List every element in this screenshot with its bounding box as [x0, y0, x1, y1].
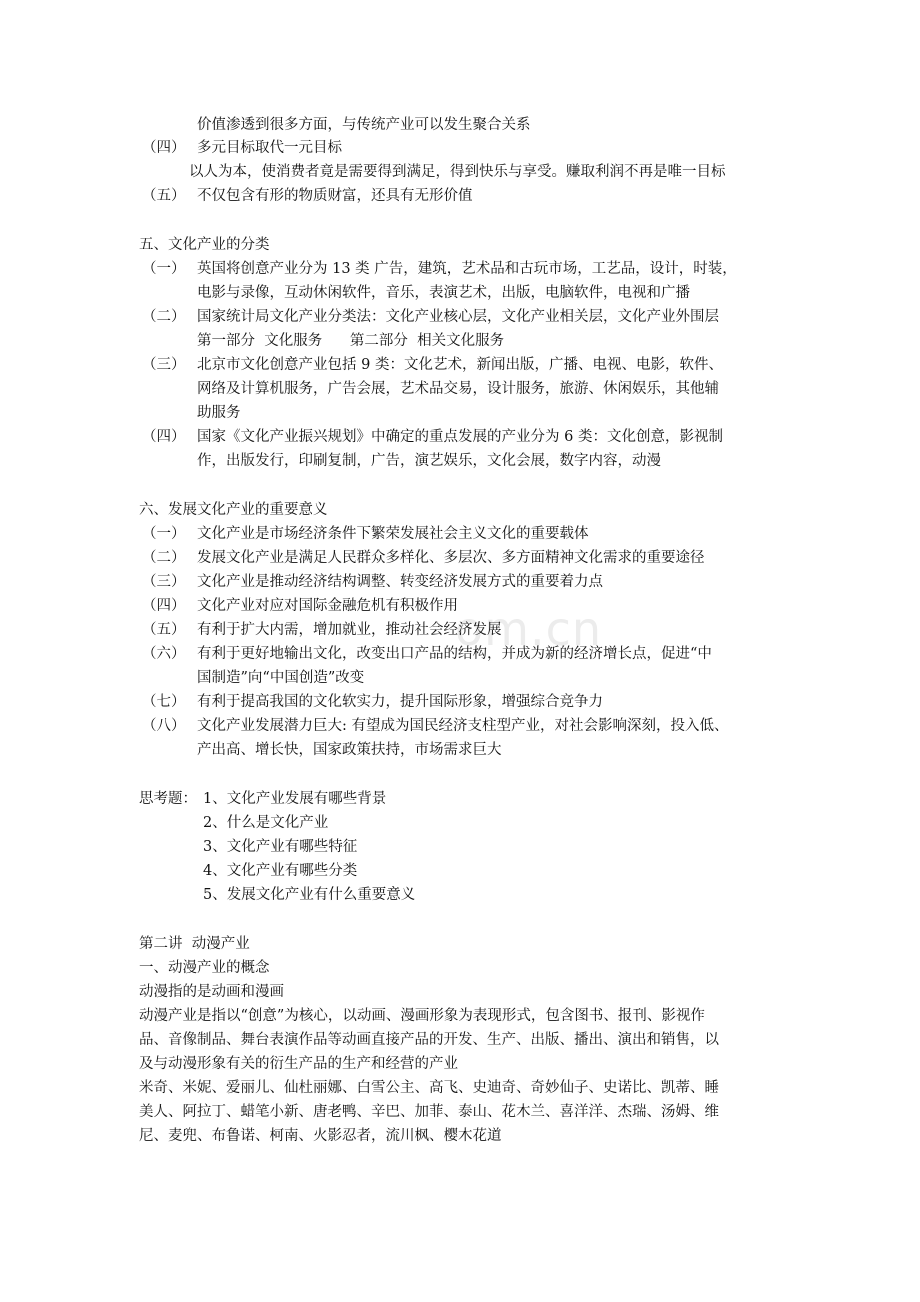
paragraph-line: 尼、麦兜、布鲁诺、柯南、火影忍者，流川枫、樱木花道	[139, 1128, 502, 1144]
list-item-number: （五）	[142, 622, 186, 638]
list-item-line: 文化产业对应对国际金融危机有积极作用	[197, 598, 458, 614]
paragraph-line: 及与动漫形象有关的衍生产品的生产和经营的产业	[139, 1056, 458, 1072]
list-item-line: 北京市文化创意产业包括 9 类：文化艺术，新闻出版，广播、电视、电影，软件、	[197, 357, 723, 373]
question-item: 4、文化产业有哪些分类	[203, 863, 358, 879]
paragraph-line: 美人、阿拉丁、蜡笔小新、唐老鸭、辛巴、加菲、泰山、花木兰、喜洋洋、杰瑞、汤姆、维	[139, 1104, 719, 1120]
watermark: om.cn	[455, 602, 603, 656]
list-item-number: （二）	[142, 550, 186, 566]
list-item-number: （三）	[142, 357, 186, 373]
section-heading: 一、动漫产业的概念	[139, 960, 270, 976]
list-item-line: 产出高、增长快，国家政策扶持，市场需求巨大	[197, 742, 502, 758]
paragraph-line: 动漫指的是动画和漫画	[139, 984, 284, 1000]
list-item-line: 文化产业发展潜力巨大: 有望成为国民经济支柱型产业，对社会影响深刻，投入低、	[197, 718, 729, 734]
list-item-line: 助服务	[197, 405, 241, 421]
paragraph-line: 米奇、米妮、爱丽儿、仙杜丽娜、白雪公主、高飞、史迪奇、奇妙仙子、史诺比、凯蒂、睡	[139, 1080, 719, 1096]
list-item-line: 国制造”向“中国创造”改变	[197, 670, 365, 686]
intro-item-number: （五）	[142, 188, 186, 204]
questions-label: 思考题：	[139, 791, 197, 807]
list-item-line: 国家《文化产业振兴规划》中确定的重点发展的产业分为 6 类：文化创意，影视制	[197, 429, 723, 445]
intro-line: 价值渗透到很多方面，与传统产业可以发生聚合关系	[197, 117, 531, 133]
list-item-number: （四）	[142, 429, 186, 445]
list-item-number: （三）	[142, 574, 186, 590]
question-item: 5、发展文化产业有什么重要意义	[203, 887, 416, 903]
list-item-line: 有利于提高我国的文化软实力，提升国际形象，增强综合竞争力	[197, 694, 603, 710]
list-item-line: 有利于扩大内需，增加就业，推动社会经济发展	[197, 622, 502, 638]
list-item-line: 文化产业是市场经济条件下繁荣发展社会主义文化的重要载体	[197, 526, 589, 542]
list-item-line: 发展文化产业是满足人民群众多样化、多层次、多方面精神文化需求的重要途径	[197, 550, 705, 566]
question-item: 1、文化产业发展有哪些背景	[203, 791, 387, 807]
intro-item-text: 不仅包含有形的物质财富，还具有无形价值	[197, 188, 473, 204]
list-item-number: （七）	[142, 694, 186, 710]
list-item-line: 电影与录像，互动休闲软件，音乐，表演艺术，出版，电脑软件，电视和广播	[197, 285, 690, 301]
list-item-line: 国家统计局文化产业分类法：文化产业核心层，文化产业相关层，文化产业外围层	[197, 309, 719, 325]
list-item-line: 作，出版发行，印刷复制，广告，演艺娱乐，文化会展，数字内容，动漫	[197, 453, 661, 469]
list-item-line: 有利于更好地输出文化，改变出口产品的结构，并成为新的经济增长点，促进“中	[197, 646, 712, 662]
list-item-number: （六）	[142, 646, 186, 662]
list-item-number: （八）	[142, 718, 186, 734]
list-item-number: （一）	[142, 526, 186, 542]
intro-item-text: 多元目标取代一元目标	[197, 140, 342, 156]
intro-item-number: （四）	[142, 140, 186, 156]
question-item: 2、什么是文化产业	[203, 815, 329, 831]
list-item-line: 网络及计算机服务，广告会展，艺术品交易，设计服务，旅游、休闲娱乐，其他辅	[197, 381, 719, 397]
section-heading: 五、文化产业的分类	[139, 237, 270, 253]
list-item-line: 文化产业是推动经济结构调整、转变经济发展方式的重要着力点	[197, 574, 603, 590]
question-item: 3、文化产业有哪些特征	[203, 839, 358, 855]
list-item-number: （一）	[142, 261, 186, 277]
section-heading: 六、发展文化产业的重要意义	[139, 502, 328, 518]
list-item-line: 第一部分 文化服务 第二部分 相关文化服务	[197, 333, 505, 349]
list-item-number: （四）	[142, 598, 186, 614]
lecture-title: 第二讲 动漫产业	[139, 936, 250, 952]
list-item-line: 英国将创意产业分为 13 类 广告，建筑，艺术品和古玩市场，工艺品，设计，时装，	[197, 261, 737, 277]
paragraph-line: 品、音像制品、舞台表演作品等动画直接产品的开发、生产、出版、播出、演出和销售，以	[139, 1032, 719, 1048]
paragraph-line: 动漫产业是指以“创意”为核心，以动画、漫画形象为表现形式，包含图书、报刊、影视作	[139, 1008, 705, 1024]
intro-item-detail: 以人为本，使消费者竟是需要得到满足，得到快乐与享受。赚取利润不再是唯一目标	[189, 164, 726, 180]
list-item-number: （二）	[142, 309, 186, 325]
